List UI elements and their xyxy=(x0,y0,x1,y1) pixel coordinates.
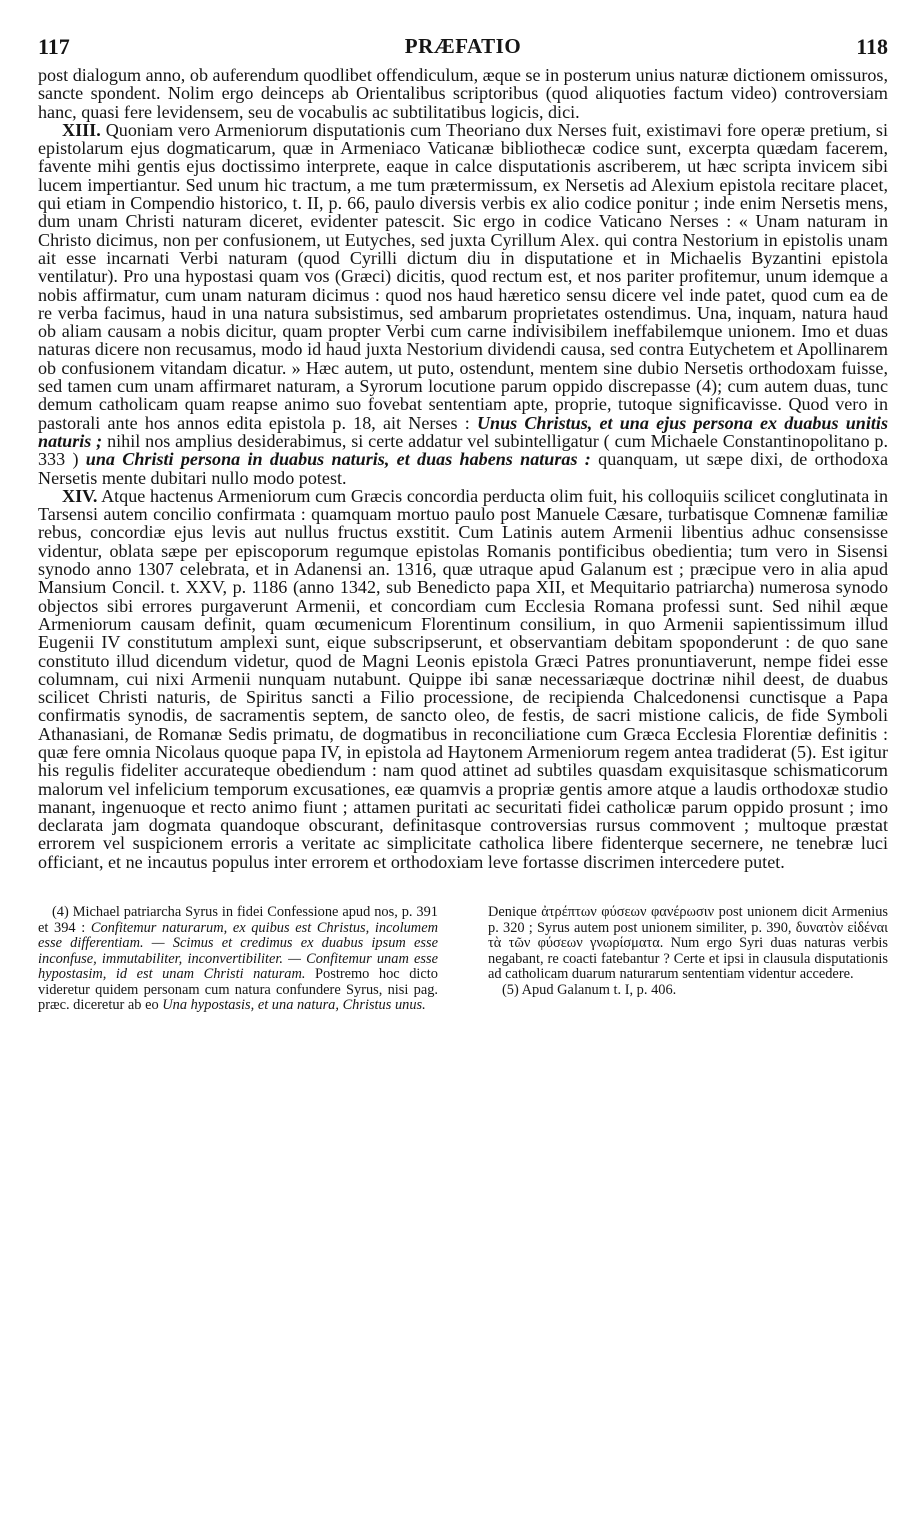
section-number: XIV. xyxy=(62,485,98,506)
footnote-4-continued xyxy=(488,905,888,983)
footnote-4 xyxy=(38,905,438,1014)
running-header xyxy=(38,34,888,64)
footnote-5 xyxy=(488,983,888,999)
page-number-right: 118 xyxy=(856,34,888,59)
section-text: nihil nos amplius desiderabimus, si certe addatur vel subintelligatur ( cum Michaele Constantinopolitano p. 333 ) xyxy=(38,430,888,470)
footnote-text: Postremo hoc dicto videretur quidem personam cum natura confundere Syrus, nisi pag. præc. diceretur ab eo xyxy=(38,966,438,1014)
section-xiv xyxy=(38,487,888,871)
footnote-text: (5) Apud Galanum t. I, p. 406. xyxy=(502,981,677,998)
footnote-text: (4) Michael patriarcha Syrus in fidei Confessione apud nos, p. 391 et 394 : xyxy=(38,904,438,936)
section-text: Quoniam vero Armeniorum disputationis cum Theoriano dux Nerses fuit, existimavi fore operæ pretium, si epistolarum ejus dogmaticarum, quæ in Armeniaco Vaticanæ bibliothecæ codice sunt, excerpta quædam facerem, favente mihi gentis ejus doctissimo interprete, eaque in calce disputationis ascriberem, ut hæc scripta invicem sibi lucem impertiantur. Sed unum hic tractum, a me tum prætermissum, ex Nersetis ad Alexium epistola recitare placet, qui etiam in Compendio historico, t. II, p. 66, paulo diversis verbis ex alio codice ponitur ; inde enim Nersetis mens, dum unam Christi naturam diceret, evidenter patescit. Sic ergo in codice Vaticano Nerses : « Unam naturam in Christo dicimus, non per confusionem, ut Eutyches, sed juxta Cyrillum Alex. qui contra Nestorium in epistolis unam ait esse incarnati Verbi naturam (quod Cyrilli dictum diu in disputatione et in Michaelis Byzantini epistola ventilatur). Pro una hypostasi quam vos (Græci) dicitis, quod rectum est, et nos pariter profitemur, unum idemque a nobis affirmatur, cum unam naturam dicimus : quod nos haud hæretico sensu dicere vel inde patet, quod cum ea de re verba facimus, haud in una natura subsistimus, sed ambarum proprietates ostendimus. Una, inquam, natura haud ob aliam causam a nobis dicitur, quam propter Verbi cum carne indivisibilem ineffabilemque unionem. Imo et duas naturas dicere non recusamus, modo id haud juxta Nestorium dividendi causa, sed contra Eutychetem et Apollinarem ob confusionem vitandam dicatur. » Hæc autem, ut puto, ostendunt, mentem sine dubio Nersetis orthodoxam fuisse, sed tamen cum unam affirmaret naturam, a Syrorum locutione parum oppido discrepasse (4); cum autem duas, tunc demum catholicam quam reapse animo suo fovebat sententiam apte, proprie, tutoque significavisse. Quod vero in pastorali ante hos annos edita epistola p. 18, ait Nerses : xyxy=(38,119,889,433)
footnote-quote: Una hypostasis, et una natura, Christus unus. xyxy=(162,997,426,1014)
footnotes xyxy=(38,905,888,1014)
section-text: Atque hactenus Armeniorum cum Græcis concordia perducta olim fuit, his colloquiis scilicet conglutinata in Tarsensi autem concilio confirmata : quamquam mortuo paulo post Manuele Cæsare, turbatisque Comnenæ familiæ rebus, concordiæ ejus levis aut nullus fructus exstitit. Cum Latinis autem Armenii libentius adhuc consensisse videntur, oblata sæpe per episcoporum regumque epistolas Romanis pontificibus obedientia; tum vero in Sisensi synodo anno 1307 celebrata, et in Adanensi an. 1316, quæ utraque apud Galanum est ; præcipue vero in alia apud Mansium Concil. t. XXV, p. 1186 (anno 1342, sub Benedicto papa XII, et Mequitario patriarcha) numerosa synodo objectos sibi errores purgaverunt Armenii, et concordiam cum Ecclesia Romana professi sunt. Sed nihil æque Armeniorum causam definit, quam œcumenicum Florentinum consilium, in quo Armenii sapientissimum illud Eugenii IV constitutum amplexi sunt, eique subscripserunt, et observantiam debitam spoponderunt : de quo sane constituto illud dicendum videtur, quod de Magni Leonis epistola Græci Patres pronuntiaverunt, nempe fidei esse columnam, cui nixi Armenii nunquam nutabunt. Quippe ibi sanæ necessariæque doctrinæ nihil deest, de duabus scilicet Christi naturis, de Spiritus sancti a Filio processione, de recipienda Chalcedonensi cunctisque a Papa confirmatis synodis, de sacramentis septem, de sancto oleo, de festis, de sacri mistione calicis, de fide Symboli Athanasiani, de Romanæ Sedis primatu, de dogmatibus in reconciliatione cum Græca Ecclesia Florentiæ definitis : quæ fere omnia Nicolaus quoque papa IV, in epistola ad Haytonem Armeniorum regem antea tradiderat (5). Est igitur his regulis fideliter accurateque obediendum : nam quod attinet ad subtiles quasdam exquisitasque schismaticorum malorum vel infelicium temporum excusationes, eæ quamvis a propriæ gentis amore atque a laudis orthodoxæ studio manant, ingenuoque et recto animo fiunt ; attamen puritati ac securitati fidei catholicæ parum oppido prosunt ; imo declarata jam dogmata quandoque obscurant, definitasque controversias rursus commovent ; multoque præstat errorem vel suspicionem erroris a veritate ac simplicitate catholica libere fidenterque secernere, ne tenebræ luci officiant, et ne incautus populus inter errorem et orthodoxiam leve fortasse discrimen intercedere putet. xyxy=(38,485,888,872)
footnote-column-right xyxy=(488,905,888,1014)
paragraph-continued xyxy=(38,66,888,121)
running-title: PRÆFATIO xyxy=(404,34,522,58)
page xyxy=(38,34,888,1014)
footnote-quote: Confitemur naturarum, ex quibus est Christus, incolumem esse differentiam. — Scimus et credimus ex duabus ipsum esse inconfuse, immutabiliter, inconvertibiliter. — Confitemur unam esse hypostasim, id est unam Christi naturam. xyxy=(38,919,438,983)
footnote-column-left xyxy=(38,905,438,1014)
paragraph-text: post dialogum anno, ob auferendum quodlibet offendiculum, æque se in posterum unius naturæ dictionem omissuros, sancte spondent. Nolim ergo deinceps ab Orientalibus scriptoribus (quod aliquoties factum video) controversiam hanc, quasi fere levidensem, seu de vocabulis ac subtilitatibus logicis, dici. xyxy=(38,65,888,122)
footnote-gap xyxy=(38,871,888,905)
main-text xyxy=(38,66,888,871)
footnote-text: Denique ἀτρέπτων φύσεων φανέρωσιν post unionem dicit Armenius p. 320 ; Syrus autem post unionem similiter, p. 390, δυνατὸν εἰδέναι τὰ τῶν φύσεων γνωρίσματα. Num ergo Syri duas naturas verbis negabant, re coacti fatebantur ? Certe et ipsi in clausula disputationis ad catholicam duarum naturarum sententiam videntur accedere. xyxy=(488,904,888,983)
section-number: XIII. xyxy=(62,119,101,140)
quote-emphasis: Unus Christus, et una ejus persona ex duabus unitis naturis ; xyxy=(38,412,888,451)
quote-emphasis: una Christi persona in duabus naturis, et duas habens naturas : xyxy=(85,449,591,470)
section-text: quanquam, ut sæpe dixi, de orthodoxa Nersetis mente dubitari nullo modo potest. xyxy=(38,449,888,488)
page-number-left: 117 xyxy=(38,34,70,59)
section-xiii xyxy=(38,121,888,487)
